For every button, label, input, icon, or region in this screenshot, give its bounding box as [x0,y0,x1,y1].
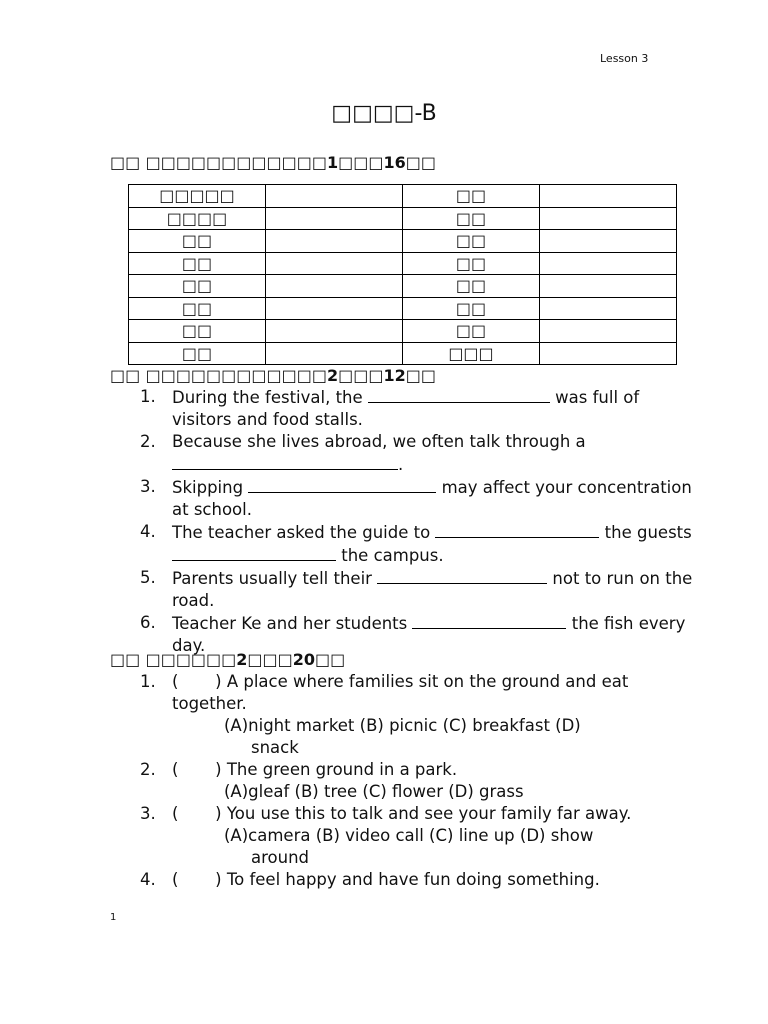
answer-parentheses[interactable]: ( ) [172,672,222,691]
answer-cell[interactable] [540,342,677,365]
section-3-title: □□□□□□2□□□20□□ [145,650,346,669]
answer-options [172,781,700,803]
table-row [129,207,677,230]
answer-cell[interactable] [266,230,403,253]
list-item [140,431,700,476]
answer-cell[interactable] [540,275,677,298]
answer-cell[interactable] [540,230,677,253]
vocabulary-table [128,184,677,365]
question-text: not to run on the road. [172,569,693,610]
section-1-heading [110,153,436,172]
question-text: The green ground in a park. [221,760,458,779]
question-number: 4. [140,522,156,541]
options-text: (A)camera (B) video call (C) line up (D) show [224,826,594,845]
options-text: (A)gleaf (B) tree (C) flower (D) grass [224,782,524,801]
list-item [140,759,700,803]
question-text: To feel happy and have fun doing something. [221,870,600,889]
answer-blank[interactable] [368,386,550,403]
vocab-term: □□ [129,297,266,320]
section-1-title: □□□□□□□□□□□□1□□□16□□ [145,153,436,172]
question-number: 3. [140,804,156,823]
answer-cell[interactable] [266,297,403,320]
question-number: 2. [140,432,156,451]
answer-blank[interactable] [377,567,547,584]
answer-cell[interactable] [266,185,403,208]
answer-parentheses[interactable]: ( ) [172,760,222,779]
table-row [129,230,677,253]
vocab-term: □□ [403,252,540,275]
question-number: 5. [140,568,156,587]
vocab-term: □□ [403,297,540,320]
answer-cell[interactable] [540,207,677,230]
list-item [140,869,700,891]
answer-blank[interactable] [172,453,398,470]
answer-parentheses[interactable]: ( ) [172,804,222,823]
answer-blank[interactable] [435,521,599,538]
question-text: may affect your concentration at school. [172,478,692,519]
answer-cell[interactable] [266,342,403,365]
vocab-term: □□ [129,320,266,343]
vocab-term: □□ [129,252,266,275]
answer-cell[interactable] [540,297,677,320]
list-item [140,386,700,431]
vocab-term: □□ [403,185,540,208]
question-text: Skipping [172,478,249,497]
table-row [129,297,677,320]
question-text: the campus. [336,546,444,565]
list-item [140,567,700,612]
question-number: 3. [140,477,156,496]
section-3-number: □□ [110,650,141,669]
vocab-term: □□□□□ [129,185,266,208]
question-text: Because she lives abroad, we often talk through a [172,432,586,451]
question-text: was full of visitors and food stalls. [172,388,640,429]
section-2-title: □□□□□□□□□□□□2□□□12□□ [145,366,436,385]
table-row [129,185,677,208]
answer-options [172,715,700,759]
question-number: 1. [140,672,156,691]
answer-cell[interactable] [266,320,403,343]
vocab-term: □□ [129,342,266,365]
question-text: the guests [599,523,692,542]
question-number: 1. [140,387,156,406]
question-number: 6. [140,613,156,632]
vocab-term: □□ [129,275,266,298]
answer-cell[interactable] [266,275,403,298]
answer-parentheses[interactable]: ( ) [172,870,222,889]
list-item [140,521,700,567]
question-text: Parents usually tell their [172,569,378,588]
answer-cell[interactable] [540,185,677,208]
question-text: A place where families sit on the ground and eat together. [172,672,629,713]
question-text: The teacher asked the guide to [172,523,436,542]
vocab-term: □□ [403,320,540,343]
section-2-heading [110,366,436,385]
list-item [140,803,700,869]
answer-cell[interactable] [266,252,403,275]
table-row [129,252,677,275]
section-2-number: □□ [110,366,141,385]
fill-in-question-list [140,386,700,657]
vocab-term: □□ [403,207,540,230]
question-text: . [398,455,404,474]
answer-cell[interactable] [540,320,677,343]
vocab-term: □□ [403,230,540,253]
vocab-term: □□ [129,230,266,253]
options-text: (A)night market (B) picnic (C) breakfast (D) [224,716,581,735]
page-title: □□□□-B [331,101,437,126]
options-continuation: snack [251,738,299,757]
question-text: You use this to talk and see your family far away. [221,804,632,823]
answer-blank[interactable] [248,476,436,493]
table-row [129,320,677,343]
section-3-heading [110,650,345,669]
list-item [140,476,700,521]
page-number: 1 [110,912,117,923]
question-text: Teacher Ke and her students [172,614,413,633]
answer-blank[interactable] [172,544,336,561]
vocab-term: □□ [403,275,540,298]
answer-options [172,825,700,869]
question-text: During the festival, the [172,388,368,407]
table-row [129,342,677,365]
options-continuation: around [251,848,310,867]
section-1-number: □□ [110,153,141,172]
answer-cell[interactable] [266,207,403,230]
vocab-term: □□□ [403,342,540,365]
lesson-label: Lesson 3 [600,52,649,65]
vocab-term: □□□□ [129,207,266,230]
question-number: 2. [140,760,156,779]
question-text: the fish every day. [172,614,686,655]
table-row [129,275,677,298]
multiple-choice-list [140,671,700,891]
answer-blank[interactable] [412,612,566,629]
question-number: 4. [140,870,156,889]
list-item [140,671,700,759]
answer-cell[interactable] [540,252,677,275]
